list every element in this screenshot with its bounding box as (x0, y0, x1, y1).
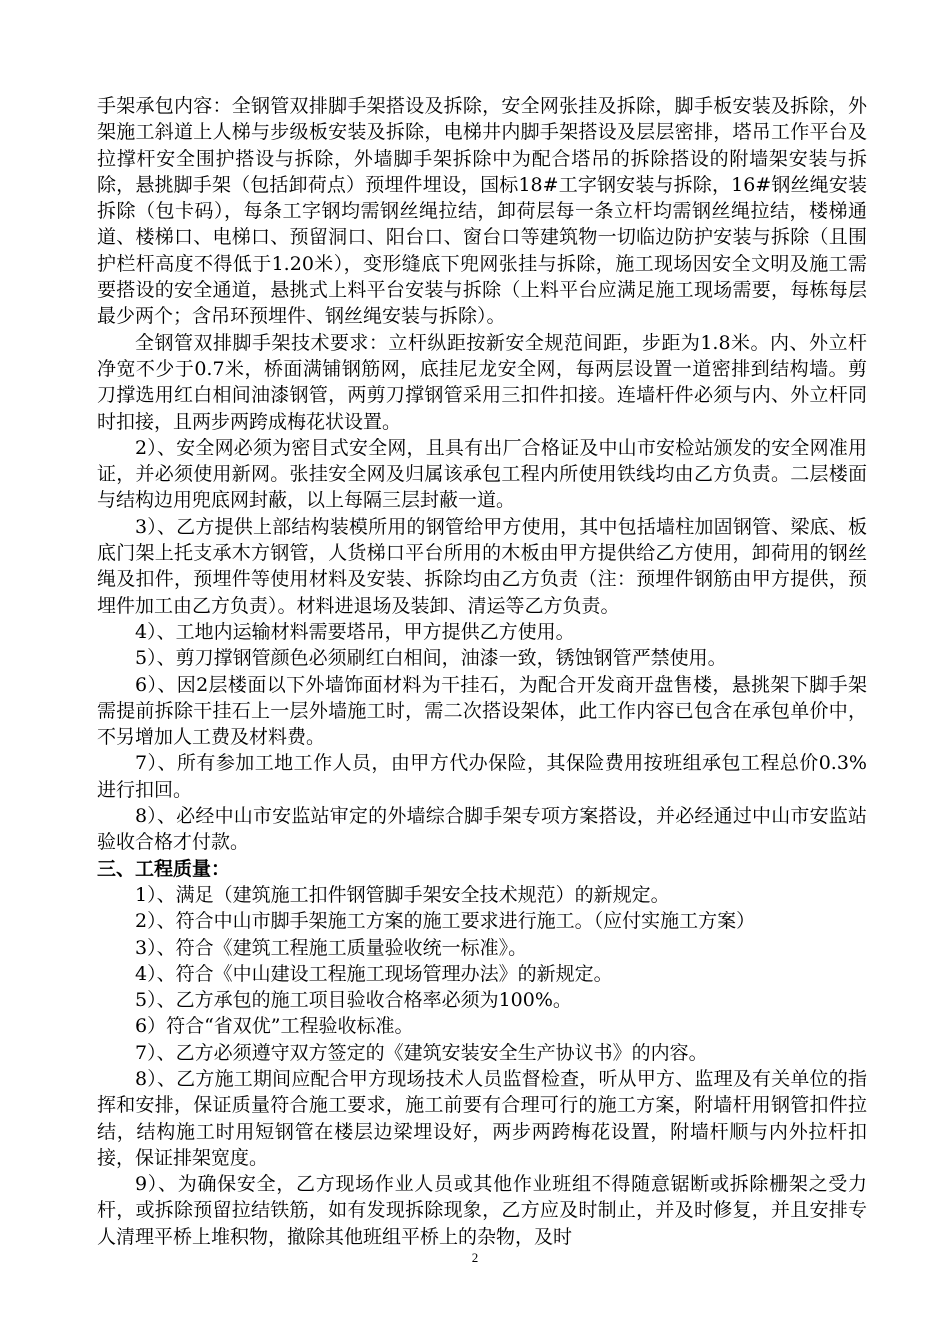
section-heading-quality: 三、工程质量： (97, 857, 231, 880)
quality-item-1: 1）、满足（建筑施工扣件钢管脚手架安全技术规范）的新规定。 (135, 883, 670, 906)
paragraph-item-5: 5）、剪刀撑钢管颜色必须刷红白相间，油漆一致，锈蚀钢管严禁使用。 (135, 647, 727, 670)
quality-item-5: 5）、乙方承包的施工项目验收合格率必须为100%。 (135, 989, 572, 1012)
quality-item-4: 4）、符合《中山建设工程施工现场管理办法》的新规定。 (135, 962, 613, 985)
quality-item-3: 3）、符合《建筑工程施工质量验收统一标准》。 (135, 936, 528, 959)
paragraph-item-8: 8）、必经中山市安监站审定的外墙综合脚手架专项方案搭设，并必经通过中山市安监站验收合格才付款。 (97, 805, 867, 854)
quality-item-7: 7）、乙方必须遵守双方签定的《建筑安装安全生产协议书》的内容。 (135, 1041, 708, 1064)
paragraph-item-7: 7）、所有参加工地工作人员，由甲方代办保险，其保险费用按班组承包工程总价0.3%进行扣回。 (97, 752, 867, 801)
quality-item-9: 9）、为确保安全，乙方现场作业人员或其他作业班组不得随意锯断或拆除栅架之受力杆，或拆除预留拉结铁筋，如有发现拆除现象，乙方应及时制止，并及时修复，并且安排专人清理平桥上堆积物，撤除其他班组平桥上的杂物，及时 (97, 1173, 867, 1248)
quality-item-2: 2）、符合中山市脚手架施工方案的施工要求进行施工。（应付实施工方案） (135, 910, 756, 933)
quality-item-6: 6）符合“省双优”工程验收标准。 (135, 1015, 414, 1038)
document-body (97, 93, 867, 1250)
quality-item-8: 8）、乙方施工期间应配合甲方现场技术人员监督检查，听从甲方、监理及有关单位的指挥和安排，保证质量符合施工要求，施工前要有合理可行的施工方案，附墙杆用钢管扣件拉结，结构施工时用短钢管在楼层边梁埋设好，两步两跨梅花设置，附墙杆顺与内外拉杆扣接，保证排架宽度。 (97, 1067, 867, 1169)
paragraph-tech-requirements: 全钢管双排脚手架技术要求：立杆纵距按新安全规范间距，步距为1.8米。内、外立杆净宽不少于0.7米，桥面满铺钢筋网，底挂尼龙安全网，每两层设置一道密排到结构墙。剪刀撑选用红白相间油漆钢管，两剪刀撑钢管采用三扣件扣接。连墙杆件必须与内、外立杆同时扣接，且两步两跨成梅花状设置。 (97, 331, 867, 433)
paragraph-item-4: 4）、工地内运输材料需要塔吊，甲方提供乙方使用。 (135, 620, 575, 643)
paragraph-item-3: 3）、乙方提供上部结构装模所用的钢管给甲方使用，其中包括墙柱加固钢管、梁底、板底门架上托支承木方钢管，人货梯口平台所用的木板由甲方提供给乙方使用，卸荷用的钢丝绳及扣件，预埋件等使用材料及安装、拆除均由乙方负责（注：预埋件钢筋由甲方提供，预埋件加工由乙方负责）。材料进退场及装卸、清运等乙方负责。 (97, 515, 867, 617)
paragraph-item-2: 2）、安全网必须为密目式安全网，且具有出厂合格证及中山市安检站颁发的安全网准用证，并必须使用新网。张挂安全网及归属该承包工程内所使用铁线均由乙方负责。二层楼面与结构边用兜底网封蔽，以上每隔三层封蔽一道。 (97, 436, 867, 512)
paragraph-item-6: 6）、因2层楼面以下外墙饰面材料为干挂石，为配合开发商开盘售楼，悬挑架下脚手架需提前拆除干挂石上一层外墙施工时，需二次搭设架体，此工作内容已包含在承包单价中，不另增加人工费及材料费。 (97, 673, 867, 749)
page-number: 2 (471, 1250, 479, 1265)
paragraph-scope: 手架承包内容：全钢管双排脚手架搭设及拆除，安全网张挂及拆除，脚手板安装及拆除，外架施工斜道上人梯与步级板安装及拆除，电梯井内脚手架搭设及层层密排，塔吊工作平台及拉撑杆安全围护搭设与拆除，外墙脚手架拆除中为配合塔吊的拆除搭设的附墙架安装与拆除，悬挑脚手架（包括卸荷点）预埋件埋设，国标18#工字钢安装与拆除，16#钢丝绳安装拆除（包卡码），每条工字钢均需钢丝绳拉结，卸荷层每一条立杆均需钢丝绳拉结，楼梯通道、楼梯口、电梯口、预留洞口、阳台口、窗台口等建筑物一切临边防护安装与拆除（且围护栏杆高度不得低于1.20米），变形缝底下兜网张挂与拆除，施工现场因安全文明及施工需要搭设的安全通道，悬挑式上料平台安装与拆除（上料平台应满足施工现场需要，每栋每层最少两个；含吊环预埋件、钢丝绳安装与拆除）。 (97, 95, 867, 328)
